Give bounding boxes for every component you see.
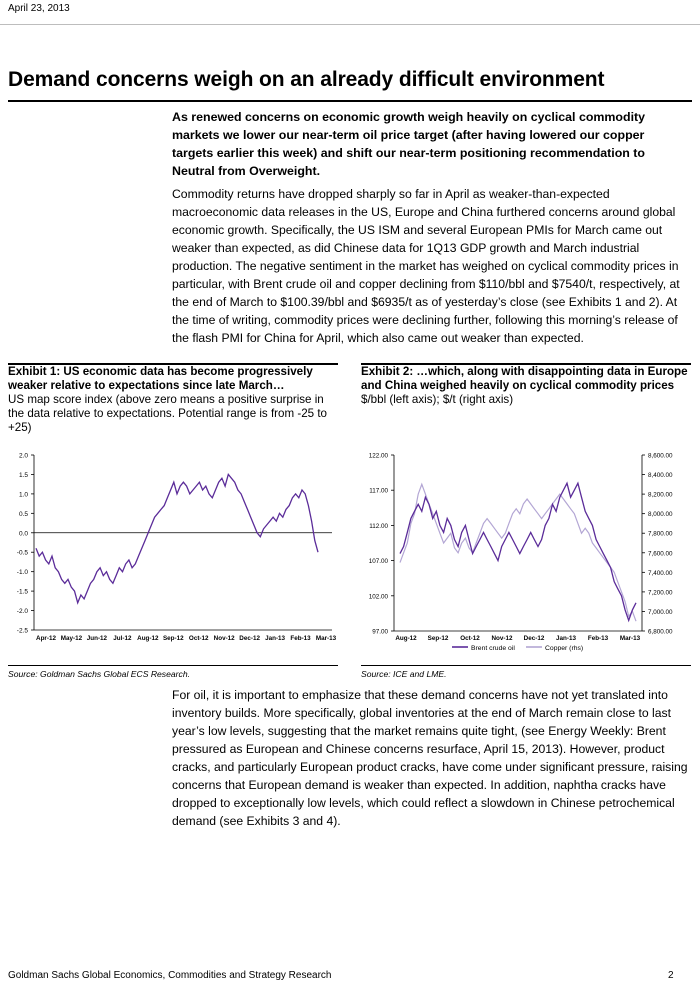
title-rule xyxy=(8,100,692,102)
lead-paragraph: As renewed concerns on economic growth weigh heavily on cyclical commodity markets we lower our near-term oil price target (after having lowered our copper targets earlier this week) and shift our near-term positioning recommendation to Neutral from Overweight. xyxy=(172,110,646,178)
x-tick-label: May-12 xyxy=(60,635,83,642)
right-y-tick-label: 8,400.00 xyxy=(648,472,673,480)
x-tick-label: Feb-13 xyxy=(290,635,311,642)
left-y-tick-label: 117.00 xyxy=(369,487,388,495)
x-tick-label: Nov-12 xyxy=(213,635,235,642)
y-tick-label: 1.0 xyxy=(18,491,28,499)
report-date: April 23, 2013 xyxy=(8,3,70,14)
y-tick-label: 1.5 xyxy=(18,471,28,479)
x-tick-label: Oct-12 xyxy=(188,635,209,642)
right-y-tick-label: 8,200.00 xyxy=(648,491,673,499)
x-tick-label: Jun-12 xyxy=(86,635,108,642)
x-tick-label: Sep-12 xyxy=(427,635,449,642)
right-y-tick-label: 7,800.00 xyxy=(648,530,673,538)
x-tick-label: Aug-12 xyxy=(395,635,417,642)
x-tick-label: Jan-13 xyxy=(265,635,286,642)
exhibit1-title: Exhibit 1: US economic data has become progressively weaker relative to expectations since late March… xyxy=(8,365,313,392)
x-tick-label: Dec-12 xyxy=(523,635,545,642)
y-tick-label: -2.0 xyxy=(16,608,28,616)
x-tick-label: Dec-12 xyxy=(239,635,260,642)
exhibit1-header xyxy=(8,365,338,435)
body-paragraph-1: Commodity returns have dropped sharply so far in April as weaker-than-expected macroeconomic data releases in the US, Europe and China furthered concerns around global economic growth. Specifically, the US ISM and several European PMIs for March came out weaker than expected, as did Chinese data for 1Q13 GDP growth and March industrial production. The negative sentiment in the market has weighed on cyclical commodity prices in particular, with Brent crude oil and copper declining from $110/bbl and $7540/t, respectively, at the end of March to $100.39/bbl and $6935/t as of yesterday’s close (see Exhibits 1 and 2). At the time of writing, commodity prices were declining further, following this morning’s release of the flash PMI for China for April, which also came out weaker than expected. xyxy=(172,187,680,345)
y-tick-label: -1.0 xyxy=(16,569,28,577)
x-tick-label: Nov-12 xyxy=(491,635,513,642)
page-number: 2 xyxy=(668,970,674,981)
exhibit2-subtitle: $/bbl (left axis); $/t (right axis) xyxy=(361,393,514,406)
x-tick-label: Feb-13 xyxy=(587,635,609,642)
left-y-tick-label: 122.00 xyxy=(368,452,388,460)
x-tick-label: Sep-12 xyxy=(162,635,184,642)
y-tick-label: -0.5 xyxy=(16,549,28,557)
exhibit2-title: Exhibit 2: …which, along with disappointing data in Europe and China weighed heavily on cyclical commodity prices xyxy=(361,365,688,392)
exhibit2-chart xyxy=(360,445,694,663)
y-tick-label: 0.5 xyxy=(18,510,28,518)
exhibit2-source: Source: ICE and LME. xyxy=(361,669,447,679)
right-y-tick-label: 8,600.00 xyxy=(648,452,673,460)
body-paragraph-2: For oil, it is important to emphasize that these demand concerns have not yet translated into inventory builds. More specifically, global inventories at the end of March remain close to last year’s low levels, suggesting that the market remains quite tight, (see Energy Weekly: Brent pressured as European and Chinese concerns resurface, April 15, 2013). However, product cracks, and particularly European product cracks, have come under significant pressure, raising concerns that European demand is weaker than expected. In addition, naphtha cracks have dropped to exceptionally low levels, which could reflect a slowdown in Chinese petrochemical demand (see Exhibits 3 and 4). xyxy=(172,688,688,828)
left-y-tick-label: 112.00 xyxy=(369,522,388,530)
left-y-tick-label: 97.00 xyxy=(372,628,388,636)
y-tick-label: 2.0 xyxy=(18,452,28,460)
left-y-tick-label: 107.00 xyxy=(368,558,388,566)
exhibit1-source: Source: Goldman Sachs Global ECS Research. xyxy=(8,669,190,679)
exhibit2-header xyxy=(361,365,691,407)
x-tick-label: Jul-12 xyxy=(113,635,132,642)
right-y-tick-label: 7,400.00 xyxy=(648,569,673,577)
legend-label-brent: Brent crude oil xyxy=(471,645,515,652)
series-line-brent xyxy=(400,483,636,620)
exhibit1-source-rule xyxy=(8,665,338,666)
exhibit1-chart xyxy=(6,445,340,663)
x-tick-label: Apr-12 xyxy=(36,635,56,642)
header-divider xyxy=(0,24,700,25)
right-y-tick-label: 6,800.00 xyxy=(648,628,673,636)
right-y-tick-label: 7,600.00 xyxy=(648,550,673,558)
right-y-tick-label: 7,200.00 xyxy=(648,589,673,597)
exhibit1-subtitle: US map score index (above zero means a positive surprise in the data relative to expectations. Potential range is from -25 to +25) xyxy=(8,393,328,434)
y-tick-label: -1.5 xyxy=(16,588,28,596)
left-y-tick-label: 102.00 xyxy=(368,593,388,601)
x-tick-label: Jan-13 xyxy=(556,635,576,642)
right-y-tick-label: 8,000.00 xyxy=(648,511,673,519)
x-tick-label: Mar-13 xyxy=(315,635,337,642)
series-line-copper xyxy=(400,484,636,621)
exhibit2-source-rule xyxy=(361,665,691,666)
right-y-tick-label: 7,000.00 xyxy=(648,608,673,616)
x-tick-label: Oct-12 xyxy=(460,635,480,642)
page-title: Demand concerns weigh on an already difficult environment xyxy=(8,68,605,91)
legend-label-copper: Copper (rhs) xyxy=(545,645,584,652)
x-tick-label: Mar-13 xyxy=(619,635,641,642)
y-tick-label: -2.5 xyxy=(16,627,28,635)
series-line-us-map-score xyxy=(36,474,318,602)
footer-text: Goldman Sachs Global Economics, Commodities and Strategy Research xyxy=(8,970,332,981)
y-tick-label: 0.0 xyxy=(18,530,28,538)
x-tick-label: Aug-12 xyxy=(137,635,159,642)
